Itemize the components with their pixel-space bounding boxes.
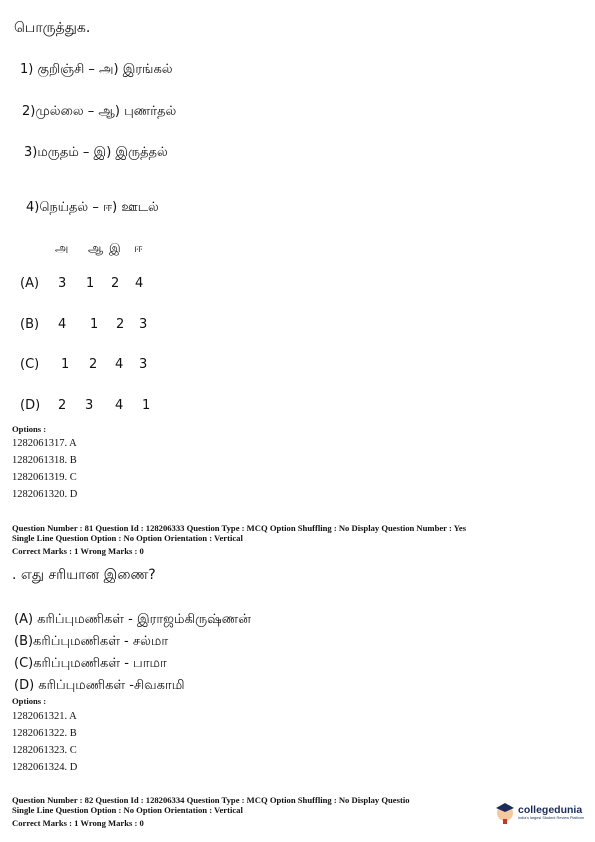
option-value: 3 <box>58 276 67 291</box>
match-pair-4: 4)நெய்தல் – ஈ) ஊடல் <box>26 200 159 215</box>
option-value: 3 <box>139 317 148 332</box>
option-id: 1282061317. A <box>12 438 77 449</box>
choice-b: (B)கரிப்புமணிகள் - சல்மா <box>14 634 169 649</box>
header-col-aa: ஆ <box>88 241 104 255</box>
option-value: 3 <box>139 357 148 372</box>
option-value: 2 <box>111 276 120 291</box>
option-value: 2 <box>116 317 125 332</box>
choice-list <box>14 609 251 697</box>
question-meta-line1: Question Number : 81 Question Id : 128206333 Question Type : MCQ Option Shuffling : No Display Question Number : Yes <box>12 523 467 533</box>
option-value: 3 <box>85 398 94 413</box>
option-value: 1 <box>90 317 99 332</box>
option-id: 1282061320. D <box>12 489 78 500</box>
option-value: 2 <box>89 357 98 372</box>
logo-name: collegedunia <box>518 804 583 816</box>
choice-c: (C)கரிப்புமணிகள் - பாமா <box>14 656 167 671</box>
choice-a: (A) கரிப்புமணிகள் - இராஜம்கிருஷ்ணன் <box>14 612 251 627</box>
option-label: (B) <box>20 317 40 332</box>
option-id: 1282061324. D <box>12 762 78 773</box>
option-label: (D) <box>20 398 41 413</box>
student-icon <box>494 800 516 824</box>
collegedunia-logo <box>494 800 584 824</box>
question-text: . எது சரியான இணை? <box>12 567 156 583</box>
header-col-ii: ஈ <box>134 241 143 255</box>
match-pair-2: 2)முல்லை – ஆ) புணர்தல் <box>22 104 177 119</box>
option-id: 1282061319. C <box>12 472 77 483</box>
option-value: 4 <box>115 398 124 413</box>
option-id: 1282061321. A <box>12 711 77 722</box>
option-value: 1 <box>61 357 70 372</box>
question-meta-line1: Question Number : 82 Question Id : 128206334 Question Type : MCQ Option Shuffling : No Display Questio <box>12 795 410 805</box>
header-col-a: அ <box>55 241 69 255</box>
header-col-i: இ <box>109 241 121 255</box>
options-title: Options : <box>12 424 47 434</box>
option-value: 4 <box>115 357 124 372</box>
option-id-list <box>12 436 77 502</box>
option-id: 1282061322. B <box>12 728 77 739</box>
option-value: 1 <box>142 398 151 413</box>
question-meta-line2: Single Line Question Option : No Option Orientation : Vertical <box>12 533 243 543</box>
question-instruction: பொருத்துக. <box>14 20 91 36</box>
options-title: Options : <box>12 696 47 706</box>
logo-tagline: India's largest Student Review Platform <box>518 816 585 820</box>
question-marks: Correct Marks : 1 Wrong Marks : 0 <box>12 818 144 828</box>
match-pair-1: 1) குறிஞ்சி – அ) இரங்கல் <box>20 62 173 77</box>
match-pair-3: 3)மருதம் – இ) இருத்தல் <box>24 145 168 160</box>
option-label: (A) <box>20 276 40 291</box>
option-label: (C) <box>20 357 40 372</box>
option-id: 1282061318. B <box>12 455 77 466</box>
choice-d: (D) கரிப்புமணிகள் -சிவகாமி <box>14 678 185 693</box>
question-marks: Correct Marks : 1 Wrong Marks : 0 <box>12 546 144 556</box>
option-id: 1282061323. C <box>12 745 77 756</box>
option-value: 1 <box>86 276 95 291</box>
question-meta-line2: Single Line Question Option : No Option Orientation : Vertical <box>12 805 243 815</box>
option-value: 4 <box>135 276 144 291</box>
option-value: 2 <box>58 398 67 413</box>
option-value: 4 <box>58 317 67 332</box>
option-id-list <box>12 709 77 775</box>
